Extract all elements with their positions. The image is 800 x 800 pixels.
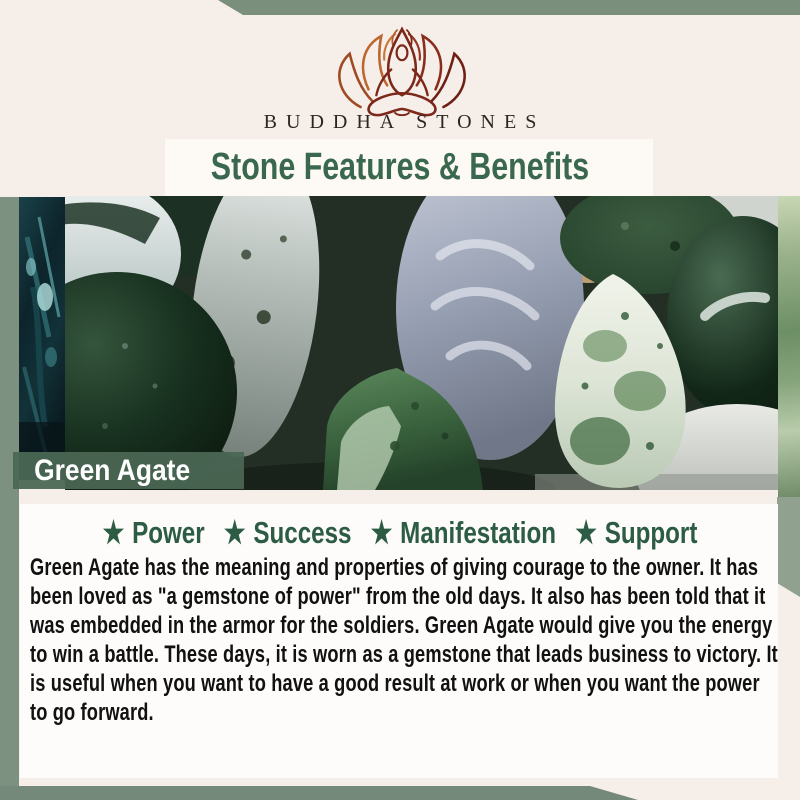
star-icon: ★ [223, 515, 246, 550]
benefit-item [575, 515, 697, 550]
benefit-label: Support [604, 515, 698, 550]
lotus-meditation-icon [328, 26, 476, 120]
bottom-sage-band [0, 786, 640, 800]
description-paragraph: Green Agate has the meaning and properties of giving courage to the owner. It has been loved as "a gemstone of power" from the old days. It also has been told that it was embedded in the armor for the soldiers. Green Agate would give you the energy to win a battle. These days, it is worn as a gemstone that leads business to victory. It is useful when you want to have a good result at work or when you want the power to go forward. [30, 554, 778, 726]
brand-name: BUDDHA STONES [263, 111, 546, 133]
benefit-label: Success [253, 515, 352, 550]
benefit-label: Power [132, 515, 205, 550]
right-sage-strip [777, 497, 800, 597]
green-agate-stones-photo [65, 196, 778, 490]
benefit-item [224, 515, 352, 550]
page-title: Stone Features & Benefits [210, 146, 590, 188]
star-icon: ★ [575, 515, 597, 550]
photo-label-band [13, 452, 244, 489]
right-stone-texture [778, 196, 800, 497]
photo-label: Green Agate [34, 453, 191, 487]
left-sage-strip [0, 197, 19, 786]
teal-stone-texture [19, 197, 65, 480]
benefit-item [103, 515, 205, 550]
top-sage-band [0, 0, 800, 15]
benefits-row [88, 515, 712, 551]
benefit-label: Manifestation [400, 515, 557, 550]
benefit-item [371, 515, 556, 550]
star-icon: ★ [370, 515, 393, 550]
star-icon: ★ [102, 515, 125, 550]
